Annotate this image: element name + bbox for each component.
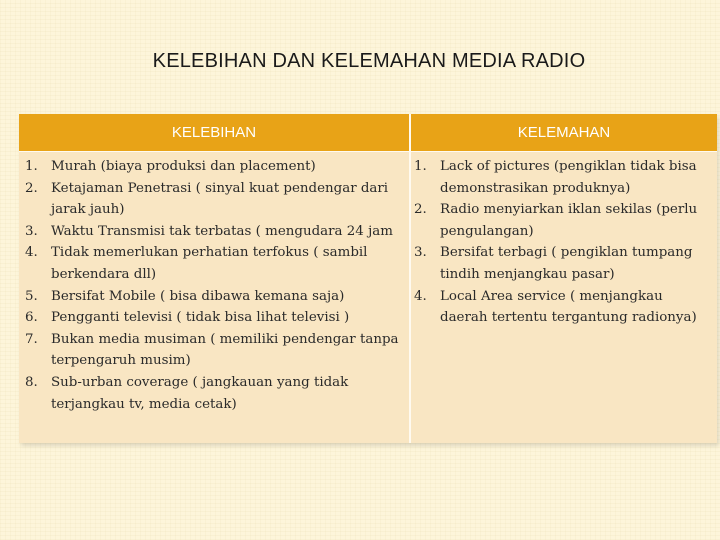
item-text: Sub-urban coverage ( jangkauan yang tidak terjangkau tv, media cetak)	[51, 374, 349, 412]
kelebihan-list	[19, 152, 409, 415]
item-text: Lack of pictures (pengiklan tidak bisa demonstrasikan produknya)	[440, 159, 697, 196]
list-item	[25, 329, 405, 372]
list-item	[414, 286, 713, 329]
list-item	[25, 242, 405, 285]
item-number: 5.	[25, 288, 38, 304]
slide-title: KELEBIHAN DAN KELEMAHAN MEDIA RADIO	[152, 50, 586, 72]
list-item	[414, 199, 713, 242]
item-number: 1.	[25, 159, 38, 174]
kelemahan-list	[411, 152, 717, 329]
item-number: 3.	[25, 223, 38, 239]
item-text: Local Area service ( menjangkau daerah tertentu tergantung radionya)	[440, 288, 697, 326]
item-text: Tidak memerlukan perhatian terfokus ( sambil berkendara dll)	[51, 245, 368, 282]
list-item	[25, 372, 405, 415]
item-number: 1.	[414, 159, 427, 174]
item-text: Murah (biaya produksi dan placement)	[51, 159, 316, 174]
kelebihan-cell	[19, 152, 409, 443]
item-number: 8.	[25, 374, 38, 390]
header-kelemahan: KELEMAHAN	[411, 114, 717, 151]
list-item	[414, 242, 713, 285]
item-text: Bersifat terbagi ( pengiklan tumpang tindih menjangkau pasar)	[440, 245, 693, 282]
item-text: Ketajaman Penetrasi ( sinyal kuat pendengar dari jarak jauh)	[51, 180, 389, 218]
item-number: 4.	[414, 288, 427, 304]
list-item	[25, 178, 405, 221]
item-number: 2.	[25, 180, 38, 196]
item-text: Radio menyiarkan iklan sekilas (perlu pengulangan)	[440, 202, 698, 239]
list-item	[25, 156, 405, 178]
item-text: Pengganti televisi ( tidak bisa lihat televisi )	[51, 310, 350, 326]
item-number: 4.	[25, 245, 38, 261]
list-item	[25, 221, 405, 243]
item-text: Bukan media musiman ( memiliki pendengar tanpa terpengaruh musim)	[51, 331, 399, 369]
item-number: 7.	[25, 331, 38, 347]
header-kelebihan: KELEBIHAN	[19, 114, 409, 151]
comparison-table	[19, 114, 717, 443]
item-text: Waktu Transmisi tak terbatas ( mengudara 24 jam	[51, 223, 393, 239]
item-number: 2.	[414, 202, 427, 218]
kelemahan-cell	[411, 152, 717, 443]
list-item	[414, 156, 713, 199]
item-text: Bersifat Mobile ( bisa dibawa kemana saja)	[51, 288, 345, 304]
list-item	[25, 307, 405, 329]
item-number: 3.	[414, 245, 427, 261]
list-item	[25, 286, 405, 308]
item-number: 6.	[25, 310, 38, 326]
